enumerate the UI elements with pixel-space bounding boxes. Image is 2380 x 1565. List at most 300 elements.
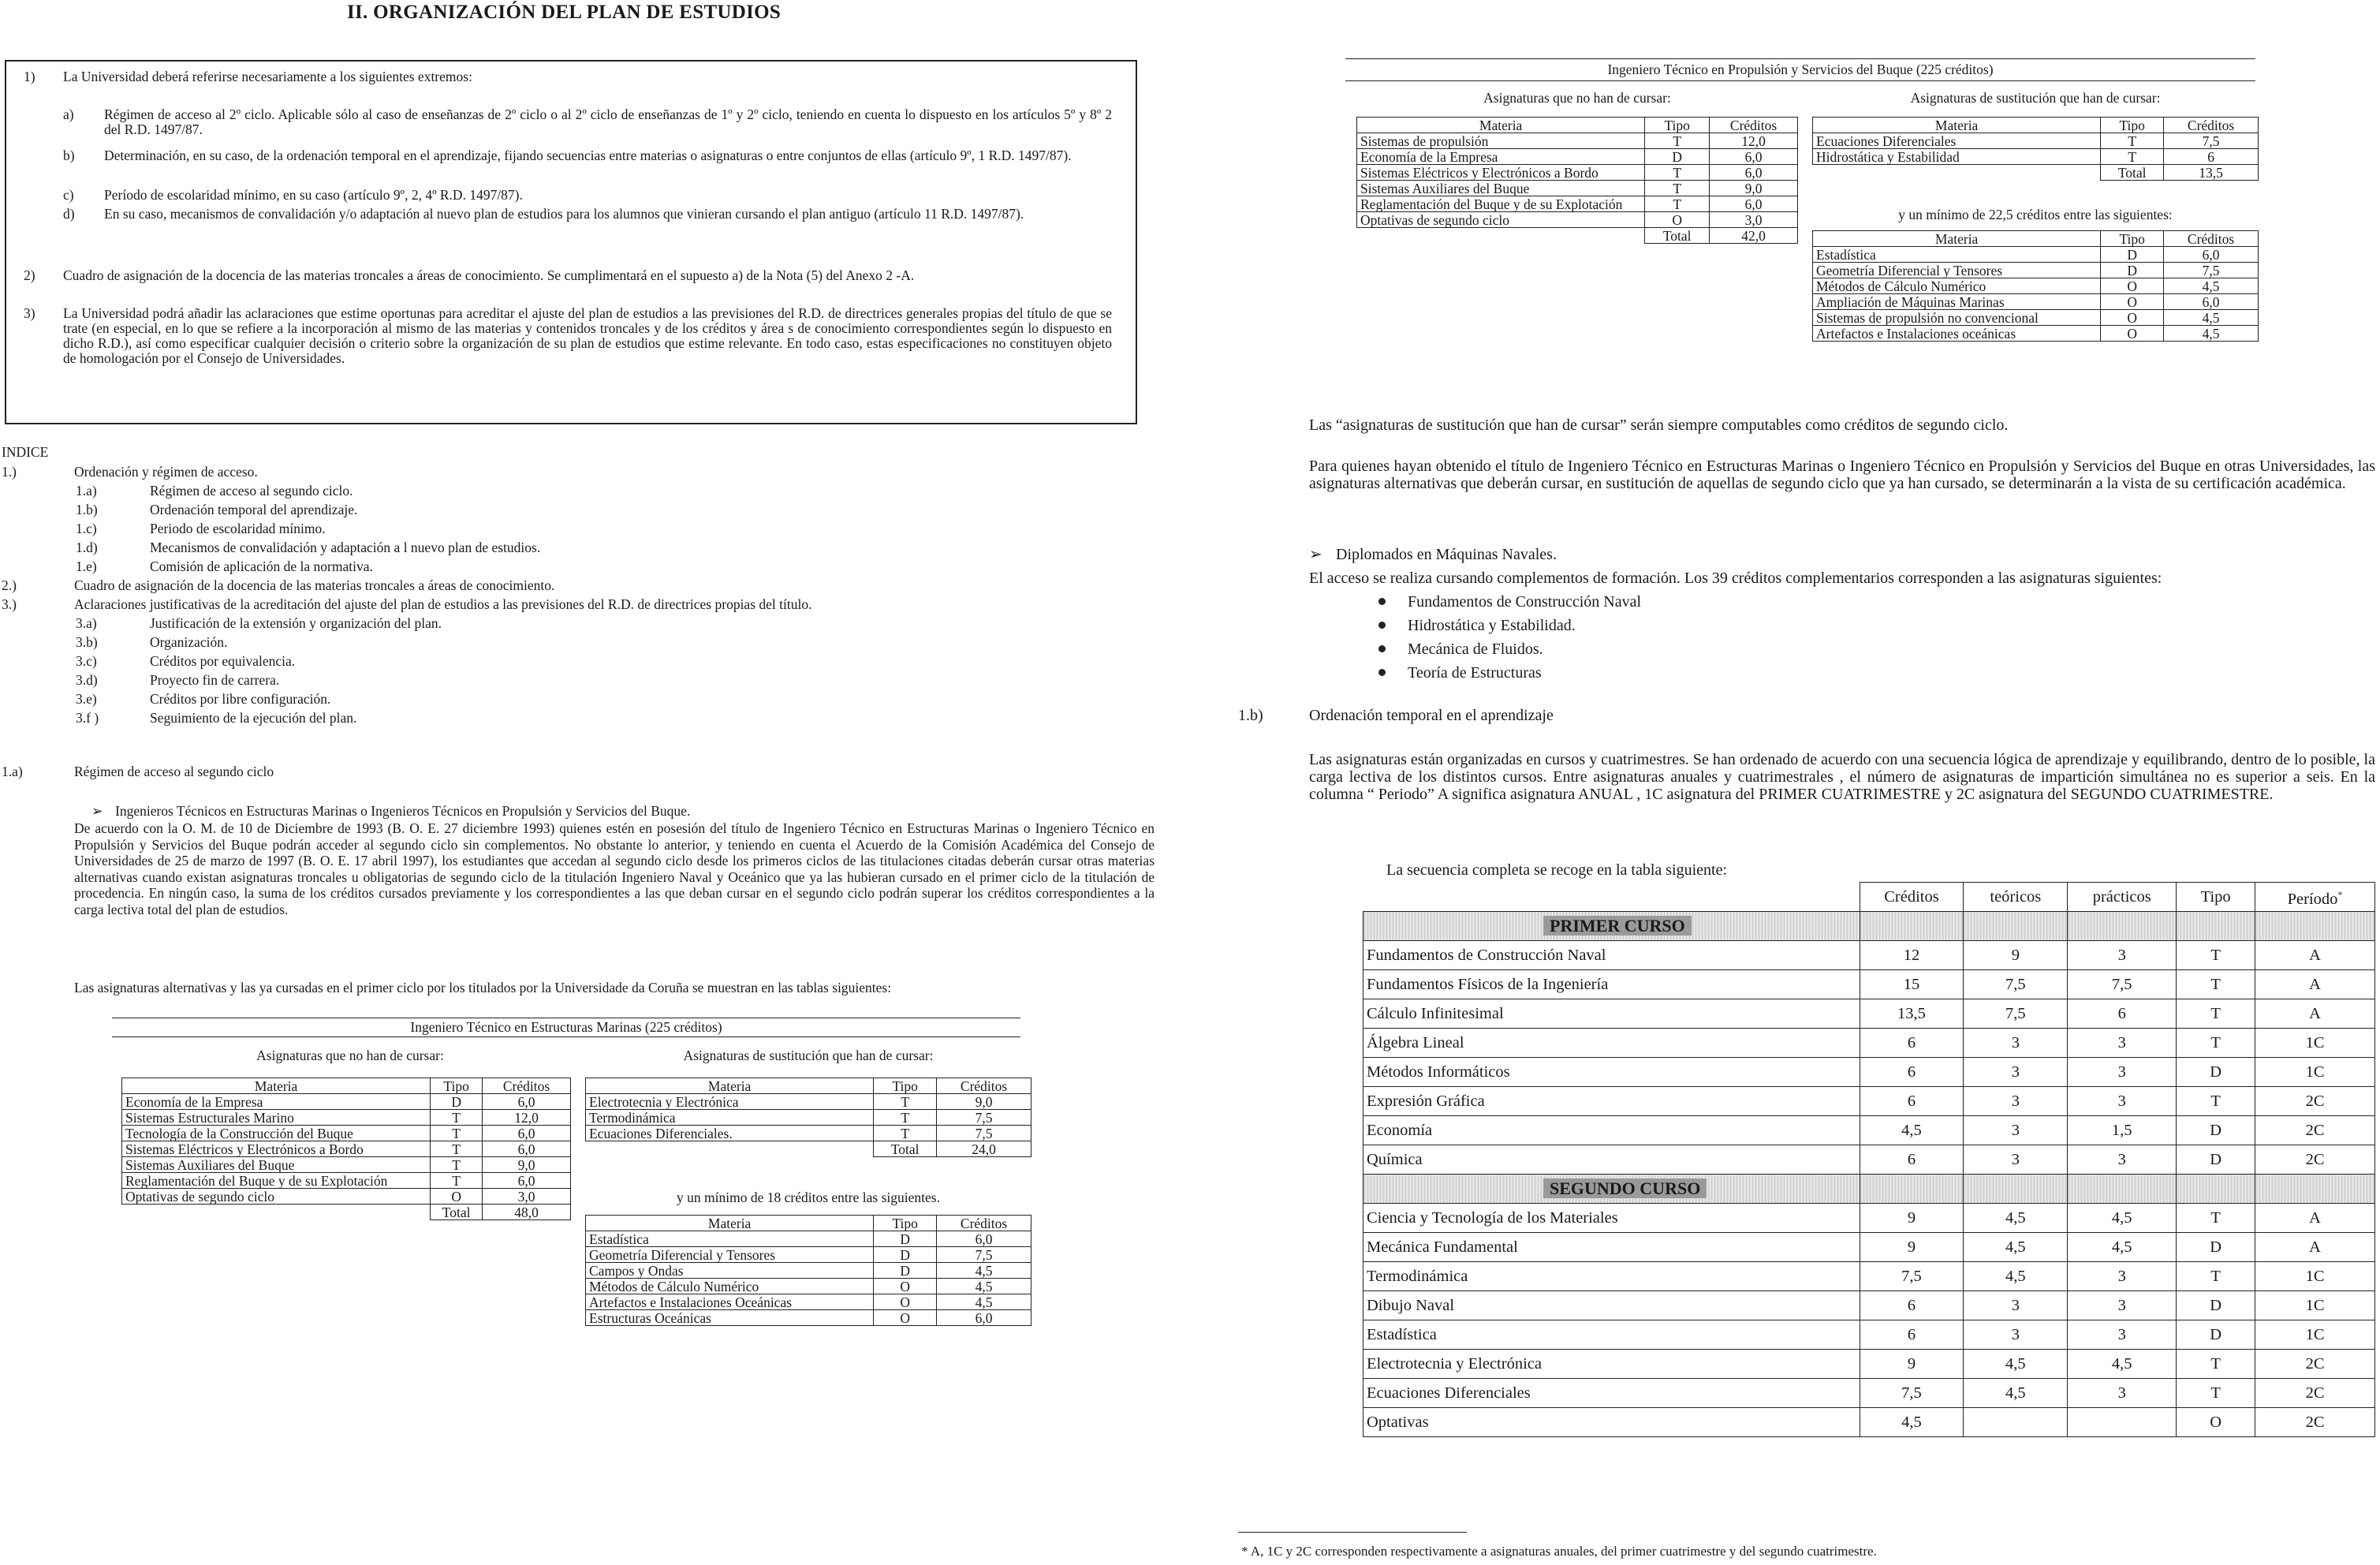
total-value: 13,5 — [2164, 165, 2259, 181]
sustitucion-caption: Asignaturas de sustitución que han de cursar: — [683, 1048, 934, 1063]
index-entry: Créditos por libre configuración. — [150, 691, 331, 707]
col-creditos: Créditos — [937, 1216, 1031, 1231]
tipo-cell: T — [2101, 133, 2164, 149]
tables-intro: Las asignaturas alternativas y las ya cursadas en el primer ciclo por los titulados por la Universidade da Coruña se muestran en las tablas siguientes: — [74, 980, 892, 995]
section-number: 1.a) — [2, 764, 23, 779]
total-value: 24,0 — [937, 1141, 1031, 1157]
bullet-dot-icon — [1378, 598, 1386, 605]
creditos-cell: 6 — [1860, 1087, 1964, 1116]
tipo-cell: O — [1645, 212, 1710, 228]
table-row — [1813, 263, 2259, 278]
tipo-cell: T — [1645, 196, 1710, 212]
tipo-cell: T — [874, 1110, 937, 1126]
creditos-cell: 9 — [1860, 1233, 1964, 1262]
index-number: 3.e) — [76, 691, 97, 707]
access-text: El acceso se realiza cursando complementos de formación. Los 39 créditos complementarios corresponden a las asignaturas siguientes: — [1309, 570, 2162, 587]
table-rule — [1345, 58, 2255, 59]
index-number: 3.) — [2, 596, 17, 612]
creditos-cell: 4,5 — [937, 1263, 1031, 1279]
index-entry: Ordenación temporal del aprendizaje. — [150, 502, 358, 517]
course-band-row — [1363, 1175, 2375, 1204]
tipo-cell: O — [431, 1189, 483, 1205]
table-row — [1363, 1029, 2375, 1058]
no-cursar-table — [121, 1078, 571, 1220]
materia-cell: Estructuras Oceánicas — [586, 1310, 874, 1326]
index-number: 1.a) — [76, 483, 97, 499]
footnote: * A, 1C y 2C corresponden respectivamente a asignaturas anuales, del primer cuatrimestre y del segundo cuatrimestre. — [1241, 1544, 1877, 1559]
index-entry: Periodo de escolaridad mínimo. — [150, 521, 326, 536]
tipo-cell: T — [2177, 1262, 2255, 1291]
materia-cell: Economía de la Empresa — [122, 1094, 431, 1110]
creditos-cell: 6,0 — [2164, 247, 2259, 263]
item-number: d) — [63, 206, 75, 222]
table-row — [122, 1189, 571, 1205]
table-row — [1813, 310, 2259, 326]
bullet-text: Hidrostática y Estabilidad. — [1408, 617, 1576, 634]
creditos-cell: 12,0 — [483, 1110, 571, 1126]
table-row — [1363, 1350, 2375, 1379]
degree-header: Ingeniero Técnico en Estructuras Marinas (225 créditos) — [410, 1019, 722, 1035]
periodo-cell: A — [2255, 941, 2375, 970]
teoricos-cell: 4,5 — [1964, 1204, 2068, 1233]
course-band — [1363, 1175, 1860, 1204]
band-cell — [2068, 1175, 2177, 1204]
subject-cell: Dibujo Naval — [1363, 1291, 1860, 1320]
subject-cell: Ecuaciones Diferenciales — [1363, 1379, 1860, 1408]
tipo-cell: T — [2177, 1087, 2255, 1116]
total-row — [1357, 228, 1798, 244]
creditos-cell: 7,5 — [1860, 1262, 1964, 1291]
col-creditos: Créditos — [937, 1078, 1031, 1094]
subject-cell: Fundamentos Físicos de la Ingeniería — [1363, 970, 1860, 999]
subject-cell: Mecánica Fundamental — [1363, 1233, 1860, 1262]
index-entry: Aclaraciones justificativas de la acreditación del ajuste del plan de estudios a las previsiones del R.D. de directrices propias del título. — [74, 596, 812, 612]
table-row — [586, 1231, 1031, 1247]
teoricos-cell: 3 — [1964, 1145, 2068, 1175]
index-entry: Ordenación y régimen de acceso. — [74, 464, 258, 480]
tipo-cell: D — [2177, 1058, 2255, 1087]
materia-cell: Métodos de Cálculo Numérico — [1813, 278, 2101, 294]
bullet-item — [1378, 617, 1576, 634]
col-materia: Materia — [1813, 118, 2101, 133]
creditos-cell: 15 — [1860, 970, 1964, 999]
creditos-cell: 4,5 — [2164, 310, 2259, 326]
item-text: En su caso, mecanismos de convalidación y/o adaptación al nuevo plan de estudios para los alumnos que vinieran cursando el plan antiguo (artículo 11 R.D. 1497/87). — [104, 206, 1024, 222]
practicos-cell: 3 — [2068, 1262, 2177, 1291]
section-title: II. ORGANIZACIÓN DEL PLAN DE ESTUDIOS — [347, 2, 782, 23]
arrow-bullet: ➢ — [1309, 546, 1322, 563]
footnote-rule — [1238, 1532, 1467, 1533]
item-number: b) — [63, 148, 75, 163]
index-entry: Justificación de la extensión y organización del plan. — [150, 615, 442, 631]
index-number: 1.c) — [76, 521, 97, 536]
creditos-cell: 12 — [1860, 941, 1964, 970]
tipo-cell: O — [874, 1310, 937, 1326]
index-entry: Proyecto fin de carrera. — [150, 672, 280, 688]
table-row — [1357, 212, 1798, 228]
band-cell — [2068, 912, 2177, 941]
teoricos-cell — [1964, 1408, 2068, 1437]
materia-cell: Hidrostática y Estabilidad — [1813, 149, 2101, 165]
table-row — [1363, 1320, 2375, 1350]
bullet-item — [1378, 641, 1543, 658]
table-row — [122, 1157, 571, 1173]
ordenacion-paragraph: Las asignaturas están organizadas en cursos y cuatrimestres. Se han ordenado de acuerdo con una secuencia lógica de aprendizaje y equilibrando, dentro de lo posible, la carga lectiva de los distintos cursos. Entre asignaturas anuales y cuatrimestrales , el número de asignaturas de impartición simultánea no es superior a seis. En la columna “ Periodo” A significa asignatura ANUAL , 1C asignatura del PRIMER CUATRIMESTRE y 2C asignatura del SEGUNDO CUATRIMESTRE. — [1309, 751, 2375, 803]
table-row — [1357, 133, 1798, 149]
creditos-cell: 6 — [1860, 1058, 1964, 1087]
minimo-caption: y un mínimo de 22,5 créditos entre las siguientes: — [1898, 207, 2173, 222]
total-row — [586, 1141, 1031, 1157]
col-periodo — [2255, 883, 2375, 912]
bullet-item — [1378, 664, 1542, 682]
tipo-cell: D — [2177, 1320, 2255, 1350]
table-row — [1357, 165, 1798, 181]
table-row — [586, 1279, 1031, 1294]
left-page — [0, 0, 1167, 1565]
bullet-item — [1378, 593, 1641, 611]
table-row — [586, 1263, 1031, 1279]
practicos-cell — [2068, 1408, 2177, 1437]
periodo-cell: 1C — [2255, 1029, 2375, 1058]
no-cursar-table — [1356, 117, 1798, 244]
teoricos-cell: 3 — [1964, 1291, 2068, 1320]
creditos-cell: 6,0 — [483, 1094, 571, 1110]
creditos-cell: 7,5 — [937, 1110, 1031, 1126]
index-number: 3.c) — [76, 653, 97, 669]
creditos-cell: 4,5 — [1860, 1116, 1964, 1145]
table-row — [1363, 1087, 2375, 1116]
periodo-cell: A — [2255, 1204, 2375, 1233]
table-row — [1357, 149, 1798, 165]
creditos-cell: 7,5 — [937, 1247, 1031, 1263]
table-row — [1363, 1058, 2375, 1087]
practicos-cell: 3 — [2068, 1087, 2177, 1116]
materia-cell: Sistemas Eléctricos y Electrónicos a Bordo — [1357, 165, 1645, 181]
tipo-cell: T — [431, 1173, 483, 1189]
tipo-cell: D — [1645, 149, 1710, 165]
subject-cell: Química — [1363, 1145, 1860, 1175]
tipo-cell: T — [2177, 1350, 2255, 1379]
subject-cell: Expresión Gráfica — [1363, 1087, 1860, 1116]
tipo-cell: T — [1645, 133, 1710, 149]
access-group-title: Ingenieros Técnicos en Estructuras Marinas o Ingenieros Técnicos en Propulsión y Servicios del Buque. — [115, 803, 691, 819]
right-page — [1230, 0, 2380, 1565]
tipo-cell: T — [431, 1110, 483, 1126]
empty-cell — [1357, 228, 1645, 244]
tipo-cell: T — [1645, 165, 1710, 181]
tipo-cell: O — [2101, 294, 2164, 310]
index-number: 1.) — [2, 464, 17, 480]
table-row — [1363, 1145, 2375, 1175]
index-number: 3.d) — [76, 672, 98, 688]
periodo-label: Período — [2287, 890, 2338, 908]
col-creditos: Créditos — [1860, 883, 1964, 912]
index-entry: Créditos por equivalencia. — [150, 653, 296, 669]
minimo-table — [1812, 230, 2259, 342]
materia-cell: Estadística — [586, 1231, 874, 1247]
table-row — [1357, 196, 1798, 212]
subject-cell: Optativas — [1363, 1408, 1860, 1437]
course-band-row — [1363, 912, 2375, 941]
table-row — [1813, 133, 2259, 149]
table-row — [1813, 278, 2259, 294]
creditos-cell: 7,5 — [1860, 1379, 1964, 1408]
index-entry: Régimen de acceso al segundo ciclo. — [150, 483, 353, 499]
minimo-caption: y un mínimo de 18 créditos entre las siguientes. — [677, 1190, 940, 1205]
teoricos-cell: 4,5 — [1964, 1233, 2068, 1262]
col-tipo: Tipo — [2177, 883, 2255, 912]
tipo-cell: O — [2101, 326, 2164, 342]
table-row — [1363, 1116, 2375, 1145]
index-entry: Seguimiento de la ejecución del plan. — [150, 710, 357, 726]
creditos-cell: 6,0 — [483, 1141, 571, 1157]
band-cell — [2177, 1175, 2255, 1204]
index-number: 1.e) — [76, 558, 97, 574]
empty-cell — [122, 1205, 431, 1220]
index-entry: Comisión de aplicación de la normativa. — [150, 558, 373, 574]
tipo-cell: D — [874, 1231, 937, 1247]
creditos-cell: 6,0 — [483, 1126, 571, 1141]
materia-cell: Geometría Diferencial y Tensores — [1813, 263, 2101, 278]
subject-cell: Métodos Informáticos — [1363, 1058, 1860, 1087]
bullet-text: Mecánica de Fluidos. — [1408, 641, 1543, 658]
materia-cell: Ecuaciones Diferenciales — [1813, 133, 2101, 149]
col-materia: Materia — [1813, 231, 2101, 247]
subject-cell: Cálculo Infinitesimal — [1363, 999, 1860, 1029]
periodo-cell: 2C — [2255, 1116, 2375, 1145]
sustitucion-table — [585, 1078, 1031, 1157]
creditos-cell: 13,5 — [1860, 999, 1964, 1029]
table-row — [1363, 941, 2375, 970]
section-number: 1.b) — [1238, 707, 1263, 724]
materia-cell: Termodinámica — [586, 1110, 874, 1126]
creditos-cell: 4,5 — [2164, 326, 2259, 342]
blank-header — [1363, 883, 1860, 912]
bullet-dot-icon — [1378, 669, 1386, 676]
sustitucion-table — [1812, 117, 2259, 181]
tipo-cell: D — [874, 1247, 937, 1263]
practicos-cell: 1,5 — [2068, 1116, 2177, 1145]
col-tipo: Tipo — [874, 1216, 937, 1231]
creditos-cell: 9,0 — [937, 1094, 1031, 1110]
tipo-cell: D — [2177, 1233, 2255, 1262]
col-materia: Materia — [586, 1078, 874, 1094]
col-materia: Materia — [586, 1216, 874, 1231]
band-cell — [1964, 912, 2068, 941]
subject-cell: Estadística — [1363, 1320, 1860, 1350]
periodo-cell: 2C — [2255, 1145, 2375, 1175]
tipo-cell: D — [2177, 1291, 2255, 1320]
item-number: c) — [63, 187, 74, 203]
item-text: La Universidad podrá añadir las aclaraciones que estime oportunas para acreditar el ajuste del plan de estudios a las previsiones del R.D. de directrices generales propias del título de que se trate (en especial, en lo que se refiere a la incorporación al mismo de las materias y contenidos troncales y de los créditos y área s de conocimiento correspondientes según lo dispuesto en dicho R.D.), así como especificar cualquier decisión o criterio sobre la organización de su plan de estudios que estime relevante. En todo caso, estas especificaciones no constituyen objeto de homologación por el Consejo de Universidades. — [63, 305, 1112, 366]
tipo-cell: T — [874, 1094, 937, 1110]
index-number: 3.f ) — [76, 710, 99, 726]
table-row — [122, 1141, 571, 1157]
table-row — [1357, 181, 1798, 196]
col-creditos: Créditos — [2164, 231, 2259, 247]
table-row — [1363, 1233, 2375, 1262]
sequence-caption: La secuencia completa se recoge en la tabla siguiente: — [1386, 861, 1728, 879]
table-row — [1363, 999, 2375, 1029]
periodo-cell: 2C — [2255, 1379, 2375, 1408]
index-heading: INDICE — [2, 444, 49, 460]
diplomados-title: Diplomados en Máquinas Navales. — [1336, 546, 1557, 563]
subject-cell: Electrotecnia y Electrónica — [1363, 1350, 1860, 1379]
total-label: Total — [874, 1141, 937, 1157]
tipo-cell: T — [2177, 1204, 2255, 1233]
materia-cell: Reglamentación del Buque y de su Explotación — [1357, 196, 1645, 212]
bullet-text: Fundamentos de Construcción Naval — [1408, 593, 1642, 611]
col-tipo: Tipo — [1645, 118, 1710, 133]
course-title: SEGUNDO CURSO — [1543, 1178, 1707, 1198]
table-row — [1363, 1408, 2375, 1437]
item-number: a) — [63, 106, 74, 122]
practicos-cell: 4,5 — [2068, 1350, 2177, 1379]
teoricos-cell: 3 — [1964, 1029, 2068, 1058]
access-paragraph: De acuerdo con la O. M. de 10 de Diciembre de 1993 (B. O. E. 27 diciembre 1993) quienes estén en posesión del título de Ingeniero Técnico en Estructuras Marinas o Ingeniero Técnico en Propulsión y Servicios del Buque podrán acceder al segundo ciclo sin complementos. No obstante lo anterior, y teniendo en cuenta el Acuerdo de la Comisión Académica del Consejo de Universidades de 25 de marzo de 1997 (B. O. E. 17 abril 1997), los estudiantes que accedan al segundo ciclo desde los primeros ciclos de las titulaciones citadas deberán cursar otras materias alternativas cuando existan asignaturas troncales u obligatorias de segundo ciclo de la titulación Ingeniero Naval y Oceánico que ya las hubieran cursado en el primer ciclo de la titulación de procedencia. En ningún caso, la suma de los créditos cursados previamente y los correspondientes a las que deban cursar en el segundo ciclo podrán superar los créditos correspondientes a la carga lectiva total del plan de estudios. — [74, 820, 1155, 917]
periodo-cell: 2C — [2255, 1087, 2375, 1116]
tipo-cell: O — [874, 1294, 937, 1310]
creditos-cell: 3,0 — [483, 1189, 571, 1205]
practicos-cell: 3 — [2068, 1379, 2177, 1408]
creditos-cell: 6,0 — [937, 1310, 1031, 1326]
col-creditos: Créditos — [1710, 118, 1798, 133]
tipo-cell: D — [2177, 1145, 2255, 1175]
materia-cell: Geometría Diferencial y Tensores — [586, 1247, 874, 1263]
tipo-cell: T — [1645, 181, 1710, 196]
practicos-cell: 3 — [2068, 1058, 2177, 1087]
materia-cell: Sistemas Eléctricos y Electrónicos a Bordo — [122, 1141, 431, 1157]
materia-cell: Ecuaciones Diferenciales. — [586, 1126, 874, 1141]
periodo-cell: 1C — [2255, 1058, 2375, 1087]
tipo-cell: T — [431, 1141, 483, 1157]
table-row — [586, 1094, 1031, 1110]
total-label: Total — [2101, 165, 2164, 181]
index-number: 1.b) — [76, 502, 98, 517]
creditos-cell: 6,0 — [1710, 165, 1798, 181]
tipo-cell: O — [874, 1279, 937, 1294]
table-row — [1363, 1262, 2375, 1291]
item-text: Período de escolaridad mínimo, en su caso (artículo 9º, 2, 4º R.D. 1497/87). — [104, 187, 523, 203]
materia-cell: Sistemas de propulsión no convencional — [1813, 310, 2101, 326]
subject-cell: Álgebra Lineal — [1363, 1029, 1860, 1058]
index-number: 2.) — [2, 577, 17, 593]
index-entry: Mecanismos de convalidación y adaptación a l nuevo plan de estudios. — [150, 540, 541, 555]
bullet-text: Teoría de Estructuras — [1408, 664, 1542, 682]
item-number: 1) — [24, 69, 35, 84]
tipo-cell: T — [2177, 970, 2255, 999]
degree-header: Ingeniero Técnico en Propulsión y Servicios del Buque (225 créditos) — [1607, 62, 1994, 77]
creditos-cell: 4,5 — [937, 1294, 1031, 1310]
total-value: 42,0 — [1710, 228, 1798, 244]
teoricos-cell: 7,5 — [1964, 999, 2068, 1029]
minimo-table — [585, 1215, 1031, 1326]
practicos-cell: 7,5 — [2068, 970, 2177, 999]
periodo-cell: 2C — [2255, 1408, 2375, 1437]
materia-cell: Ampliación de Máquinas Marinas — [1813, 294, 2101, 310]
practicos-cell: 6 — [2068, 999, 2177, 1029]
creditos-cell: 6,0 — [483, 1173, 571, 1189]
total-row — [1813, 165, 2259, 181]
tipo-cell: T — [2101, 149, 2164, 165]
col-creditos: Créditos — [2164, 118, 2259, 133]
col-creditos: Créditos — [483, 1078, 571, 1094]
tipo-cell: T — [2177, 941, 2255, 970]
sustitucion-caption: Asignaturas de sustitución que han de cursar: — [1910, 90, 2161, 106]
materia-cell: Artefactos e Instalaciones oceánicas — [1813, 326, 2101, 342]
other-universities-paragraph: Para quienes hayan obtenido el título de Ingeniero Técnico en Estructuras Marinas o Ingeniero Técnico en Propulsión y Servicios del Buque en otras Universidades, las asignaturas alternativas que deberán cursar, en sustitución de aquellas de segundo ciclo que ya han cursado, se determinarán a la vista de su certificación académica. — [1309, 458, 2375, 492]
creditos-cell: 6 — [1860, 1029, 1964, 1058]
materia-cell: Economía de la Empresa — [1357, 149, 1645, 165]
tipo-cell: T — [2177, 1379, 2255, 1408]
item-text: Determinación, en su caso, de la ordenación temporal en el aprendizaje, fijando secuencias entre materias o asignaturas o entre conjuntos de ellas (artículo 9º, 1 R.D. 1497/87). — [104, 148, 1072, 163]
periodo-cell: 2C — [2255, 1350, 2375, 1379]
materia-cell: Sistemas Auxiliares del Buque — [122, 1157, 431, 1173]
col-materia: Materia — [1357, 118, 1645, 133]
tipo-cell: D — [2101, 247, 2164, 263]
tipo-cell: D — [2177, 1116, 2255, 1145]
table-row — [122, 1173, 571, 1189]
total-label: Total — [431, 1205, 483, 1220]
bullet-dot-icon — [1378, 645, 1386, 652]
table-row — [1813, 247, 2259, 263]
bullet-dot-icon — [1378, 622, 1386, 629]
subject-cell: Economía — [1363, 1116, 1860, 1145]
creditos-cell: 6 — [1860, 1291, 1964, 1320]
footnote-marker: * — [2337, 889, 2343, 901]
practicos-cell: 4,5 — [2068, 1204, 2177, 1233]
creditos-cell: 9,0 — [1710, 181, 1798, 196]
subject-cell: Termodinámica — [1363, 1262, 1860, 1291]
table-row — [1363, 1204, 2375, 1233]
creditos-cell: 9,0 — [483, 1157, 571, 1173]
tipo-cell: D — [874, 1263, 937, 1279]
index-number: 3.b) — [76, 634, 98, 650]
materia-cell: Campos y Ondas — [586, 1263, 874, 1279]
creditos-cell: 3,0 — [1710, 212, 1798, 228]
course-title: PRIMER CURSO — [1543, 916, 1692, 936]
table-row — [122, 1110, 571, 1126]
teoricos-cell: 3 — [1964, 1087, 2068, 1116]
creditos-cell: 9 — [1860, 1204, 1964, 1233]
subject-cell: Ciencia y Tecnología de los Materiales — [1363, 1204, 1860, 1233]
no-cursar-caption: Asignaturas que no han de cursar: — [1483, 90, 1671, 106]
tipo-cell: T — [2177, 999, 2255, 1029]
materia-cell: Métodos de Cálculo Numérico — [586, 1279, 874, 1294]
sustitucion-note: Las “asignaturas de sustitución que han de cursar” serán siempre computables como créditos de segundo ciclo. — [1309, 416, 2009, 434]
band-cell — [2255, 912, 2375, 941]
teoricos-cell: 4,5 — [1964, 1379, 2068, 1408]
arrow-bullet: ➢ — [91, 803, 103, 819]
tipo-cell: T — [2177, 1029, 2255, 1058]
creditos-cell: 4,5 — [2164, 278, 2259, 294]
item-text: Cuadro de asignación de la docencia de las materias troncales a áreas de conocimiento. Se cumplimentará en el supuesto a) de la Nota (5) del Anexo 2 -A. — [63, 267, 915, 283]
practicos-cell: 4,5 — [2068, 1233, 2177, 1262]
no-cursar-caption: Asignaturas que no han de cursar: — [256, 1048, 444, 1063]
periodo-cell: 1C — [2255, 1320, 2375, 1350]
tipo-cell: T — [431, 1126, 483, 1141]
creditos-cell: 6 — [1860, 1145, 1964, 1175]
materia-cell: Reglamentación del Buque y de su Explotación — [122, 1173, 431, 1189]
creditos-cell: 6,0 — [1710, 149, 1798, 165]
table-row — [586, 1126, 1031, 1141]
creditos-cell: 6 — [2164, 149, 2259, 165]
sequence-table — [1363, 882, 2375, 1437]
teoricos-cell: 4,5 — [1964, 1350, 2068, 1379]
creditos-cell: 7,5 — [2164, 133, 2259, 149]
table-rule — [112, 1036, 1020, 1037]
col-practicos: prácticos — [2068, 883, 2177, 912]
